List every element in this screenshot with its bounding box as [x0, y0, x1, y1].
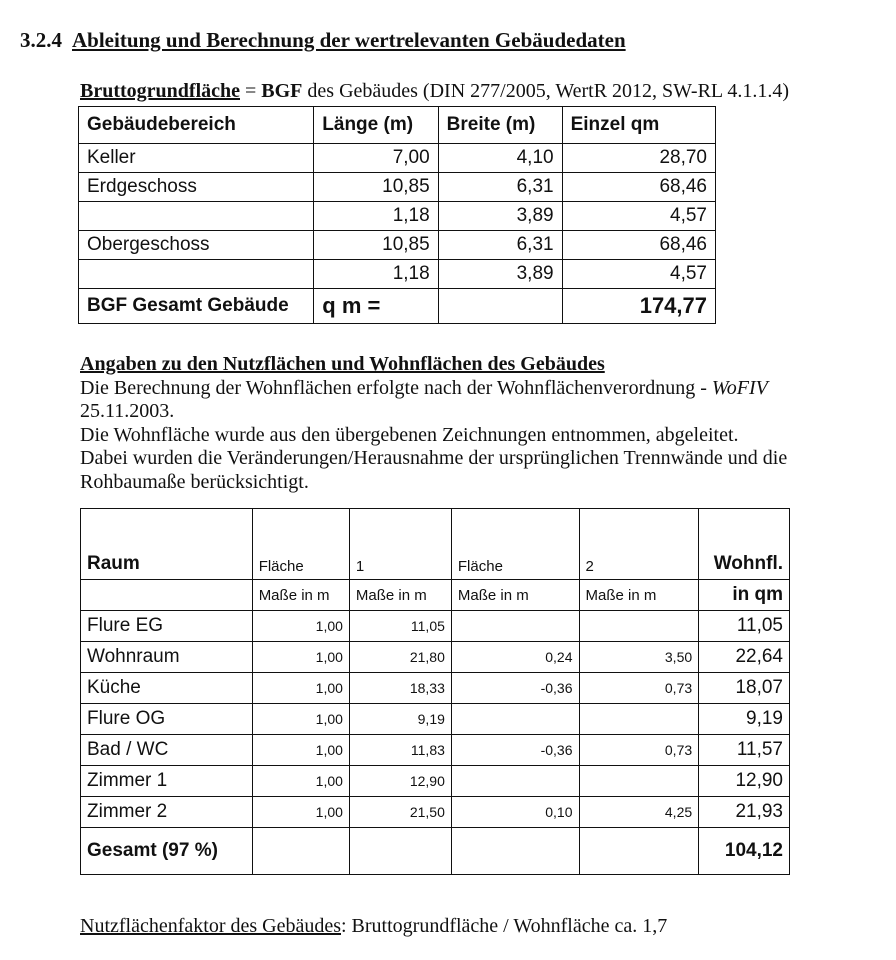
column-header: 2 — [579, 509, 699, 580]
bgf-abbr: BGF — [261, 80, 303, 102]
table-row — [81, 704, 790, 735]
numeric-cell: -0,36 — [451, 673, 579, 704]
column-header: Gebäudebereich — [79, 107, 314, 144]
room-name-cell: Zimmer 2 — [81, 797, 253, 828]
numeric-cell: 21,93 — [699, 797, 790, 828]
numeric-cell: 11,83 — [349, 735, 451, 766]
column-unit: in qm — [699, 580, 790, 611]
table-row — [81, 766, 790, 797]
note-line: Die Berechnung der Wohnflächen erfolgte nach der Wohnflächenverordnung - — [80, 376, 712, 399]
footer-note — [80, 915, 667, 938]
table-row — [79, 144, 716, 173]
numeric-cell: 7,00 — [314, 144, 438, 173]
numeric-cell: 6,31 — [438, 231, 562, 260]
numeric-cell: 9,19 — [349, 704, 451, 735]
column-header: Länge (m) — [314, 107, 438, 144]
numeric-cell: 3,89 — [438, 260, 562, 289]
numeric-cell: 1,00 — [252, 611, 349, 642]
numeric-cell: 1,18 — [314, 202, 438, 231]
table-row — [81, 611, 790, 642]
column-unit — [81, 580, 253, 611]
numeric-cell: 0,73 — [579, 735, 699, 766]
column-header: Fläche — [451, 509, 579, 580]
note-line: Rohbaumaße berücksichtigt. — [80, 470, 309, 493]
bgf-label: Bruttogrundfläche — [80, 80, 240, 102]
total-label: BGF Gesamt Gebäude — [79, 289, 314, 324]
column-header: Raum — [81, 509, 253, 580]
table-row — [79, 260, 716, 289]
numeric-cell — [451, 611, 579, 642]
footer-label: Nutzflächenfaktor des Gebäudes — [80, 915, 341, 937]
numeric-cell: 1,00 — [252, 797, 349, 828]
numeric-cell: 28,70 — [562, 144, 715, 173]
living-area-notes — [80, 353, 787, 494]
numeric-cell — [451, 766, 579, 797]
note-line: 25.11.2003. — [80, 400, 175, 422]
room-name-cell: Flure EG — [81, 611, 253, 642]
footer-text: : Bruttogrundfläche / Wohnfläche ca. 1,7 — [341, 915, 668, 937]
table-row — [81, 673, 790, 704]
numeric-cell: 68,46 — [562, 173, 715, 202]
empty-cell — [438, 289, 562, 324]
table-header-row — [79, 107, 716, 144]
empty-cell — [349, 828, 451, 875]
numeric-cell: 21,80 — [349, 642, 451, 673]
note-line: Dabei wurden die Veränderungen/Herausnahme der ursprünglichen Trennwände und die — [80, 447, 788, 469]
numeric-cell: 1,00 — [252, 704, 349, 735]
numeric-cell: 4,57 — [562, 260, 715, 289]
area-name-cell: Keller — [79, 144, 314, 173]
area-name-cell: Erdgeschoss — [79, 173, 314, 202]
table-row — [81, 797, 790, 828]
section2-title: Angaben zu den Nutzflächen und Wohnflächen des Gebäudes — [80, 353, 605, 375]
room-name-cell: Bad / WC — [81, 735, 253, 766]
numeric-cell: 12,90 — [699, 766, 790, 797]
numeric-cell: -0,36 — [451, 735, 579, 766]
numeric-cell: 0,10 — [451, 797, 579, 828]
column-header: Einzel qm — [562, 107, 715, 144]
numeric-cell: 68,46 — [562, 231, 715, 260]
numeric-cell: 0,73 — [579, 673, 699, 704]
numeric-cell: 11,57 — [699, 735, 790, 766]
table-subheader-row — [81, 580, 790, 611]
area-name-cell — [79, 202, 314, 231]
numeric-cell: 4,25 — [579, 797, 699, 828]
living-area-table — [80, 508, 790, 875]
numeric-cell: 18,33 — [349, 673, 451, 704]
empty-cell — [252, 828, 349, 875]
total-row — [79, 289, 716, 324]
numeric-cell: 0,24 — [451, 642, 579, 673]
column-header: Wohnfl. — [699, 509, 790, 580]
numeric-cell: 21,50 — [349, 797, 451, 828]
bgf-eq: = — [240, 80, 262, 102]
numeric-cell: 6,31 — [438, 173, 562, 202]
bgf-table — [78, 106, 716, 324]
numeric-cell: 10,85 — [314, 173, 438, 202]
room-name-cell: Zimmer 1 — [81, 766, 253, 797]
table-header-row — [81, 509, 790, 580]
total-value: 104,12 — [699, 828, 790, 875]
numeric-cell — [579, 704, 699, 735]
table-row — [79, 202, 716, 231]
area-name-cell: Obergeschoss — [79, 231, 314, 260]
column-header: Fläche — [252, 509, 349, 580]
section-number: 3.2.4 — [20, 28, 62, 52]
numeric-cell: 18,07 — [699, 673, 790, 704]
total-label: Gesamt (97 %) — [81, 828, 253, 875]
empty-cell — [451, 828, 579, 875]
total-value: 174,77 — [562, 289, 715, 324]
total-unit: q m = — [314, 289, 438, 324]
numeric-cell: 1,18 — [314, 260, 438, 289]
numeric-cell: 12,90 — [349, 766, 451, 797]
room-name-cell: Flure OG — [81, 704, 253, 735]
numeric-cell: 3,89 — [438, 202, 562, 231]
column-header: 1 — [349, 509, 451, 580]
numeric-cell: 1,00 — [252, 735, 349, 766]
numeric-cell: 11,05 — [349, 611, 451, 642]
column-header: Breite (m) — [438, 107, 562, 144]
numeric-cell — [579, 611, 699, 642]
table-row — [79, 231, 716, 260]
section-title: Ableitung und Berechnung der wertrelevanten Gebäudedaten — [72, 28, 626, 52]
numeric-cell: 1,00 — [252, 766, 349, 797]
room-name-cell: Wohnraum — [81, 642, 253, 673]
bgf-caption — [80, 80, 789, 103]
column-unit: Maße in m — [252, 580, 349, 611]
table-row — [81, 642, 790, 673]
numeric-cell: 9,19 — [699, 704, 790, 735]
table-row — [81, 735, 790, 766]
numeric-cell: 10,85 — [314, 231, 438, 260]
numeric-cell: 4,57 — [562, 202, 715, 231]
numeric-cell: 4,10 — [438, 144, 562, 173]
area-name-cell — [79, 260, 314, 289]
numeric-cell: 1,00 — [252, 673, 349, 704]
numeric-cell: 22,64 — [699, 642, 790, 673]
room-name-cell: Küche — [81, 673, 253, 704]
numeric-cell: 3,50 — [579, 642, 699, 673]
note-abbr: WoFIV — [711, 376, 768, 399]
table-row — [79, 173, 716, 202]
numeric-cell — [451, 704, 579, 735]
bgf-rest: des Gebäudes (DIN 277/2005, WertR 2012, SW-RL 4.1.1.4) — [302, 80, 790, 102]
column-unit: Maße in m — [349, 580, 451, 611]
numeric-cell — [579, 766, 699, 797]
section-heading — [20, 28, 626, 53]
column-unit: Maße in m — [451, 580, 579, 611]
note-line: Die Wohnfläche wurde aus den übergebenen Zeichnungen entnommen, abgeleitet. — [80, 423, 739, 446]
numeric-cell: 1,00 — [252, 642, 349, 673]
total-row — [81, 828, 790, 875]
empty-cell — [579, 828, 699, 875]
numeric-cell: 11,05 — [699, 611, 790, 642]
column-unit: Maße in m — [579, 580, 699, 611]
